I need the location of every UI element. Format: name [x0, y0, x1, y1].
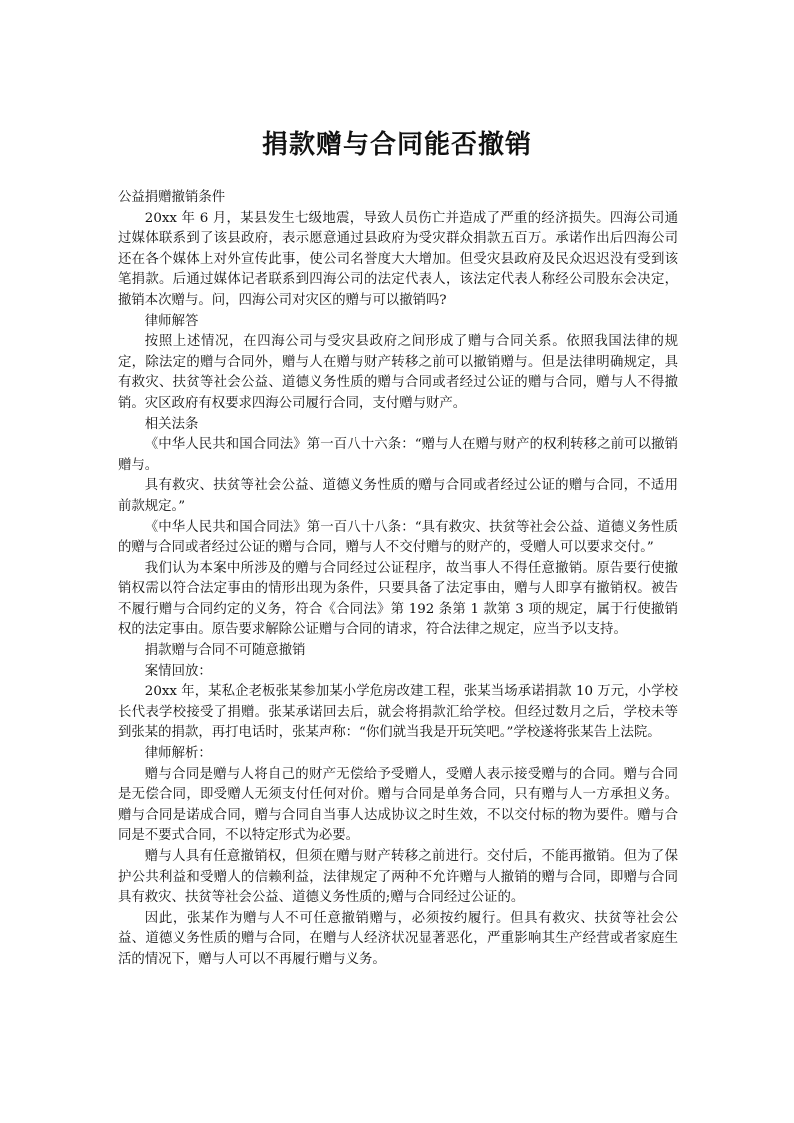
paragraph: 赠与合同是赠与人将自己的财产无偿给予受赠人，受赠人表示接受赠与的合同。赠与合同是无偿合同，即受赠人无须支付任何对价。赠与合同是单务合同，只有赠与人一方承担义务。赠与合同是诺成合同，赠与合同自当事人达成协议之时生效，不以交付标的物为要件。赠与合同是不要式合同，不以特定形式为必要。 [118, 766, 678, 844]
paragraph: 具有救灾、扶贫等社会公益、道德义务性质的赠与合同或者经过公证的赠与合同，不适用前款规定。” [118, 478, 678, 514]
document-body [118, 188, 678, 971]
paragraph: 按照上述情况，在四海公司与受灾县政府之间形成了赠与合同关系。依照我国法律的规定，除法定的赠与合同外，赠与人在赠与财产转移之前可以撤销赠与。但是法律明确规定，具有救灾、扶贫等社会公益、道德义务性质的赠与合同或者经过公证的赠与合同，赠与人不得撤销。灾区政府有权要求四海公司履行合同，支付赠与财产。 [118, 334, 678, 411]
paragraph: 我们认为本案中所涉及的赠与合同经过公证程序，故当事人不得任意撤销。原告要行使撤销权需以符合法定事由的情形出现为条件，只要具备了法定事由，赠与人即享有撤销权。被告不履行赠与合同约定的义务，符合《合同法》第 192 条第 1 款第 3 项的规定，属于行使撤销权的法定事由。原告要求解除公证赠与合同的请求，符合法律之规定，应当予以支持。 [118, 560, 678, 638]
paragraph: 20xx 年 6 月，某县发生七级地震，导致人员伤亡并造成了严重的经济损失。四海公司通过媒体联系到了该县政府，表示愿意通过县政府为受灾群众捐款五百万。承诺作出后四海公司还在各个媒体上对外宣传此事，使公司名誉度大大增加。但受灾县政府及民众迟迟没有受到该笔捐款。后通过媒体记者联系到四海公司的法定代表人，该法定代表人称经公司股东会决定，撤销本次赠与。问，四海公司对灾区的赠与可以撤销吗? [118, 210, 678, 308]
paragraph: 公益捐赠撤销条件 [118, 190, 226, 205]
paragraph: 20xx 年，某私企老板张某参加某小学危房改建工程，张某当场承诺捐款 10 万元，小学校长代表学校接受了捐赠。张某承诺回去后，就会将捐款汇给学校。但经过数月之后，学校未等到张某的捐款，再打电话时，张某声称：“你们就当我是开玩笑吧。”学校遂将张某告上法院。 [118, 684, 678, 741]
paragraph: 相关法条 [144, 416, 199, 432]
document-title: 捐款赠与合同能否撤销 [261, 130, 532, 160]
paragraph: 律师解答 [144, 313, 199, 329]
paragraph: 律师解析： [144, 746, 212, 762]
paragraph: 《中华人民共和国合同法》第一百八十六条：“赠与人在赠与财产的权利转移之前可以撤销赠与。 [118, 437, 678, 473]
paragraph: 《中华人民共和国合同法》第一百八十八条：“具有救灾、扶贫等社会公益、道德义务性质的赠与合同或者经过公证的赠与合同，赠与人不交付赠与的财产的，受赠人可以要求交付。” [118, 519, 678, 556]
paragraph: 因此，张某作为赠与人不可任意撤销赠与，必须按约履行。但具有救灾、扶贫等社会公益、道德义务性质的赠与合同，在赠与人经济状况显著恶化，严重影响其生产经营或者家庭生活的情况下，赠与人可以不再履行赠与义务。 [118, 910, 678, 967]
paragraph: 赠与人具有任意撤销权，但须在赠与财产转移之前进行。交付后，不能再撤销。但为了保护公共利益和受赠人的信赖利益，法律规定了两种不允许赠与人撤销的赠与合同，即赠与合同具有救灾、扶贫等社会公益、道德义务性质的;赠与合同经过公证的。 [118, 849, 678, 906]
paragraph: 案情回放： [144, 663, 212, 679]
paragraph: 捐款赠与合同不可随意撤销 [144, 643, 306, 659]
